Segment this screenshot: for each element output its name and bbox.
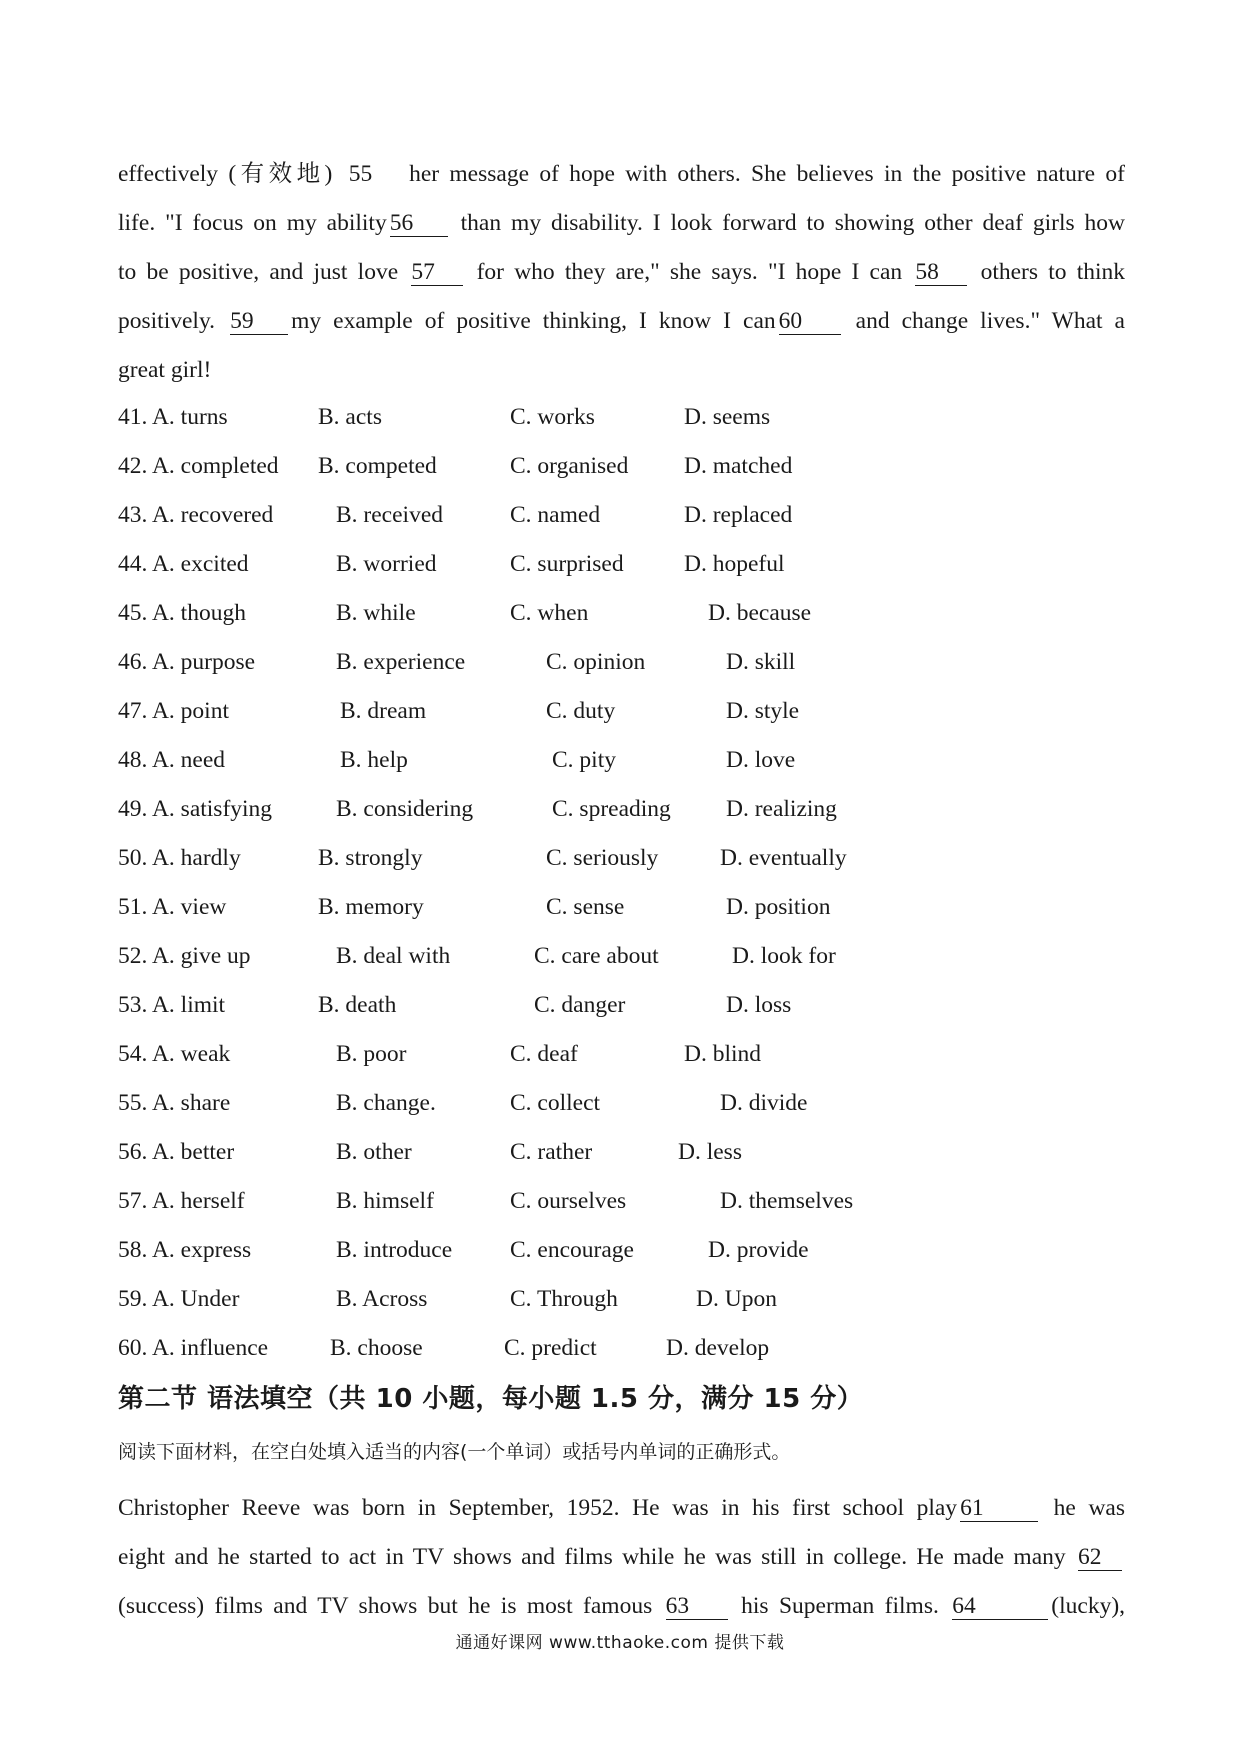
option-c: C. duty <box>546 698 616 724</box>
page-footer <box>0 1628 1240 1653</box>
passage2-line-3 <box>118 1582 1125 1631</box>
option-b: B. considering <box>336 796 474 822</box>
option-b: B. Across <box>336 1286 428 1312</box>
passage-text: life. "I focus on my ability <box>118 210 387 236</box>
blank-64: 64 <box>952 1593 1048 1620</box>
option-row <box>118 687 1018 736</box>
passage-text: for who they are," she says. "I hope I can <box>476 259 903 285</box>
option-a: 41. A. turns <box>118 404 228 430</box>
option-c: C. ourselves <box>510 1188 627 1214</box>
option-d: D. because <box>708 600 812 626</box>
option-d: D. look for <box>732 943 836 969</box>
option-row <box>118 981 1018 1030</box>
blank-57: 57 <box>411 259 463 286</box>
option-a: 48. A. need <box>118 747 226 773</box>
blank-59: 59 <box>230 308 288 335</box>
option-a: 46. A. purpose <box>118 649 256 675</box>
option-a: 59. A. Under <box>118 1286 240 1312</box>
option-row <box>118 1275 1018 1324</box>
option-row <box>118 1030 1018 1079</box>
option-c: C. works <box>510 404 595 430</box>
option-c: C. collect <box>510 1090 601 1116</box>
option-row <box>118 540 1018 589</box>
option-d: D. matched <box>684 453 793 479</box>
option-d: D. Upon <box>696 1286 777 1312</box>
passage-text: and change lives." What a <box>855 308 1125 334</box>
option-row <box>118 491 1018 540</box>
option-a: 54. A. weak <box>118 1041 231 1067</box>
option-row <box>118 393 1018 442</box>
option-b: B. while <box>336 600 416 626</box>
option-b: B. worried <box>336 551 437 577</box>
passage-text: Christopher Reeve was born in September, 1952. He was in his first school play <box>118 1495 958 1521</box>
option-row <box>118 442 1018 491</box>
option-row <box>118 932 1018 981</box>
option-c: C. rather <box>510 1139 593 1165</box>
footer-download-text: 提供下载 <box>714 1633 785 1653</box>
option-b: B. help <box>340 747 408 773</box>
option-c: C. sense <box>546 894 625 920</box>
option-c: C. opinion <box>546 649 646 675</box>
passage2-line-2 <box>118 1533 1125 1582</box>
option-d: D. seems <box>684 404 771 430</box>
option-a: 57. A. herself <box>118 1188 245 1214</box>
option-b: B. acts <box>318 404 382 430</box>
option-b: B. competed <box>318 453 437 479</box>
passage-line-5: great girl! <box>118 357 212 383</box>
passage-text: (success) films and TV shows but he is most famous <box>118 1593 653 1619</box>
option-c: C. organised <box>510 453 629 479</box>
footer-site-name: 通通好课网 <box>455 1633 544 1653</box>
option-c: C. spreading <box>552 796 671 822</box>
option-row <box>118 638 1018 687</box>
option-b: B. himself <box>336 1188 434 1214</box>
option-b: B. death <box>318 992 397 1018</box>
footer-url: www.tthaoke.com <box>549 1633 709 1653</box>
option-d: D. loss <box>726 992 792 1018</box>
blank-58: 58 <box>915 259 967 286</box>
option-b: B. introduce <box>336 1237 453 1263</box>
passage-text: positively. <box>118 308 216 334</box>
option-a: 58. A. express <box>118 1237 252 1263</box>
option-d: D. realizing <box>726 796 837 822</box>
passage-text: eight and he started to act in TV shows and films while he was still in college. He made many <box>118 1544 1066 1570</box>
passage-text: others to think <box>980 259 1126 285</box>
option-d: D. provide <box>708 1237 809 1263</box>
option-b: B. choose <box>330 1335 423 1361</box>
option-c: C. named <box>510 502 601 528</box>
option-b: B. poor <box>336 1041 407 1067</box>
passage-text: (lucky), <box>1051 1593 1126 1619</box>
blank-60: 60 <box>779 308 841 335</box>
blank-56: 56 <box>390 210 448 237</box>
option-d: D. develop <box>666 1335 770 1361</box>
section-instructions: 阅读下面材料，在空白处填入适当的内容(一个单词）或括号内单词的正确形式。 <box>118 1441 791 1463</box>
option-d: D. love <box>726 747 796 773</box>
option-b: B. received <box>336 502 444 528</box>
option-row <box>118 1079 1018 1128</box>
option-c: C. deaf <box>510 1041 578 1067</box>
option-d: D. style <box>726 698 800 724</box>
passage-text: to be positive, and just love <box>118 259 399 285</box>
passage-line-4 <box>118 297 1125 346</box>
option-a: 44. A. excited <box>118 551 249 577</box>
option-d: D. hopeful <box>684 551 785 577</box>
passage-line-3 <box>118 248 1125 297</box>
option-a: 42. A. completed <box>118 453 279 479</box>
blank-63: 63 <box>666 1593 728 1620</box>
passage-text: than my disability. I look forward to showing other deaf girls how <box>460 210 1126 236</box>
option-c: C. surprised <box>510 551 624 577</box>
option-c: C. seriously <box>546 845 659 871</box>
option-a: 45. A. though <box>118 600 246 626</box>
option-a: 55. A. share <box>118 1090 231 1116</box>
option-c: C. care about <box>534 943 659 969</box>
passage-text: his Superman films. <box>741 1593 939 1619</box>
option-a: 47. A. point <box>118 698 229 724</box>
option-row <box>118 785 1018 834</box>
option-row <box>118 589 1018 638</box>
option-d: D. less <box>678 1139 742 1165</box>
option-row <box>118 1324 1018 1373</box>
option-c: C. predict <box>504 1335 597 1361</box>
passage-text: effectively (有效地) <box>118 161 333 187</box>
option-c: C. Through <box>510 1286 618 1312</box>
option-d: D. eventually <box>720 845 847 871</box>
option-b: B. experience <box>336 649 466 675</box>
option-a: 43. A. recovered <box>118 502 274 528</box>
option-b: B. other <box>336 1139 412 1165</box>
option-a: 51. A. view <box>118 894 227 920</box>
passage-text: my example of positive thinking, I know I can <box>291 308 776 334</box>
option-a: 56. A. better <box>118 1139 235 1165</box>
cloze-passage-end <box>118 150 1125 395</box>
option-c: C. pity <box>552 747 616 773</box>
passage-text: he was <box>1053 1495 1126 1521</box>
blank-62: 62 <box>1078 1544 1122 1571</box>
option-b: B. change. <box>336 1090 436 1116</box>
option-a: 49. A. satisfying <box>118 796 273 822</box>
option-d: D. themselves <box>720 1188 854 1214</box>
option-d: D. skill <box>726 649 796 675</box>
option-d: D. position <box>726 894 831 920</box>
passage-text: her message of hope with others. She believes in the positive nature of <box>409 161 1126 187</box>
option-a: 50. A. hardly <box>118 845 241 871</box>
blank-61: 61 <box>960 1495 1038 1522</box>
option-row <box>118 1177 1018 1226</box>
option-c: C. encourage <box>510 1237 634 1263</box>
grammar-passage <box>118 1484 1125 1631</box>
option-a: 52. A. give up <box>118 943 251 969</box>
option-b: B. dream <box>340 698 427 724</box>
section-title: 第二节 语法填空（共 10 小题，每小题 1.5 分，满分 15 分） <box>118 1384 864 1414</box>
option-d: D. blind <box>684 1041 762 1067</box>
option-row <box>118 1226 1018 1275</box>
option-b: B. deal with <box>336 943 451 969</box>
option-row <box>118 834 1018 883</box>
option-a: 53. A. limit <box>118 992 226 1018</box>
option-d: D. divide <box>720 1090 808 1116</box>
option-b: B. strongly <box>318 845 423 871</box>
option-row <box>118 1128 1018 1177</box>
option-d: D. replaced <box>684 502 793 528</box>
blank-55: 55 <box>348 161 373 187</box>
passage-line-2 <box>118 199 1125 248</box>
answer-options <box>118 393 1018 1373</box>
passage-line-1 <box>118 150 1125 199</box>
passage2-line-1 <box>118 1484 1125 1533</box>
option-a: 60. A. influence <box>118 1335 269 1361</box>
option-c: C. when <box>510 600 589 626</box>
option-row <box>118 883 1018 932</box>
option-c: C. danger <box>534 992 626 1018</box>
option-row <box>118 736 1018 785</box>
option-b: B. memory <box>318 894 424 920</box>
